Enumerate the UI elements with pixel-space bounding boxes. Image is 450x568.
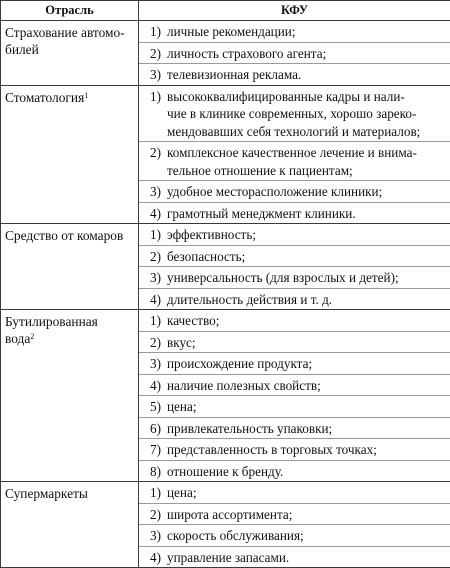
factor-text: происхождение продукта; [167,355,450,373]
factors-cell [139,482,450,568]
footnote-marker: 1 [84,91,88,100]
table-row [1,85,450,224]
factor-text: телевизионная реклама. [167,66,450,84]
factor-text: личность страхового агента; [167,45,450,63]
factor-item [139,461,450,482]
factor-number: 4) [139,205,167,223]
factor-item [139,86,450,143]
factor-item [139,181,450,203]
table-row [1,21,450,86]
factor-number: 2) [139,144,167,179]
footnote-marker: 2 [30,332,34,341]
factor-number: 1) [139,88,167,141]
factor-number: 6) [139,420,167,438]
factor-item [139,332,450,354]
factor-item [139,547,450,568]
factor-item [139,439,450,461]
industry-cell [1,482,139,568]
factor-text: цена; [167,484,450,502]
industry-name: Средство от комаров [5,228,123,243]
factor-number: 1) [139,484,167,502]
factor-item [139,418,450,440]
factor-number: 3) [139,66,167,84]
factor-text: личные рекомендации; [167,23,450,41]
factor-text: грамотный менеджмент клиники. [167,205,450,223]
factor-number: 3) [139,527,167,545]
factor-text: управление запасами. [167,549,450,567]
factor-number: 4) [139,549,167,567]
factor-number: 2) [139,45,167,63]
factor-item [139,43,450,65]
industry-cell [1,310,139,482]
factor-item [139,310,450,332]
table-body [1,21,450,568]
factor-item [139,482,450,504]
factor-number: 1) [139,312,167,330]
factor-number: 2) [139,248,167,266]
factor-item [139,396,450,418]
header-factors: КФУ [139,1,450,21]
industry-cell [1,224,139,310]
factor-number: 4) [139,291,167,309]
industry-name: Супермаркеты [5,486,88,501]
factors-cell [139,224,450,310]
factor-text: универсальность (для взрослых и детей); [167,269,450,287]
factor-number: 2) [139,334,167,352]
factor-text: цена; [167,398,450,416]
table-row [1,482,450,568]
factor-item [139,504,450,526]
factor-text: скорость обслуживания; [167,527,450,545]
factor-text: длительность действия и т. д. [167,291,450,309]
factor-text: наличие полезных свойств; [167,377,450,395]
industry-name: Страхование автомо- билей [5,25,125,57]
table-row [1,224,450,310]
factor-number: 4) [139,377,167,395]
factor-number: 3) [139,355,167,373]
factor-text: привлекательность упаковки; [167,420,450,438]
factor-text: безопасность; [167,248,450,266]
factor-text: отношение к бренду. [167,463,450,481]
factor-item [139,525,450,547]
factor-item [139,203,450,224]
factor-text: эффективность; [167,226,450,244]
factor-item [139,224,450,246]
factor-text: удобное месторасположение клиники; [167,183,450,201]
factor-item [139,21,450,43]
factor-number: 7) [139,441,167,459]
table-row [1,310,450,482]
industry-cell [1,85,139,224]
factor-item [139,289,450,310]
industry-cell [1,21,139,86]
factor-item [139,353,450,375]
factor-item [139,64,450,85]
factors-cell [139,85,450,224]
factor-number: 3) [139,183,167,201]
industry-name: Бутилированная вода [5,314,98,346]
factor-item [139,375,450,397]
factor-item [139,246,450,268]
table-header-row [1,1,450,21]
factor-number: 8) [139,463,167,481]
factor-number: 3) [139,269,167,287]
factor-text: представленность в торговых точках; [167,441,450,459]
factor-number: 5) [139,398,167,416]
factor-text: широта ассортимента; [167,506,450,524]
factor-number: 1) [139,23,167,41]
factor-number: 1) [139,226,167,244]
factor-text: качество; [167,312,450,330]
factors-cell [139,21,450,86]
factors-cell [139,310,450,482]
factor-text: комплексное качественное лечение и внима- тельное отношение к пациентам; [167,144,450,179]
header-industry: Отрасль [1,1,139,21]
industry-name: Стоматология [5,90,84,105]
factor-number: 2) [139,506,167,524]
factor-text: вкус; [167,334,450,352]
factor-text: высококвалифицированные кадры и нали- чие в клинике современных, хорошо зареко- мендовавших себя технологий и материалов; [167,88,450,141]
factor-item [139,267,450,289]
factor-item [139,142,450,181]
